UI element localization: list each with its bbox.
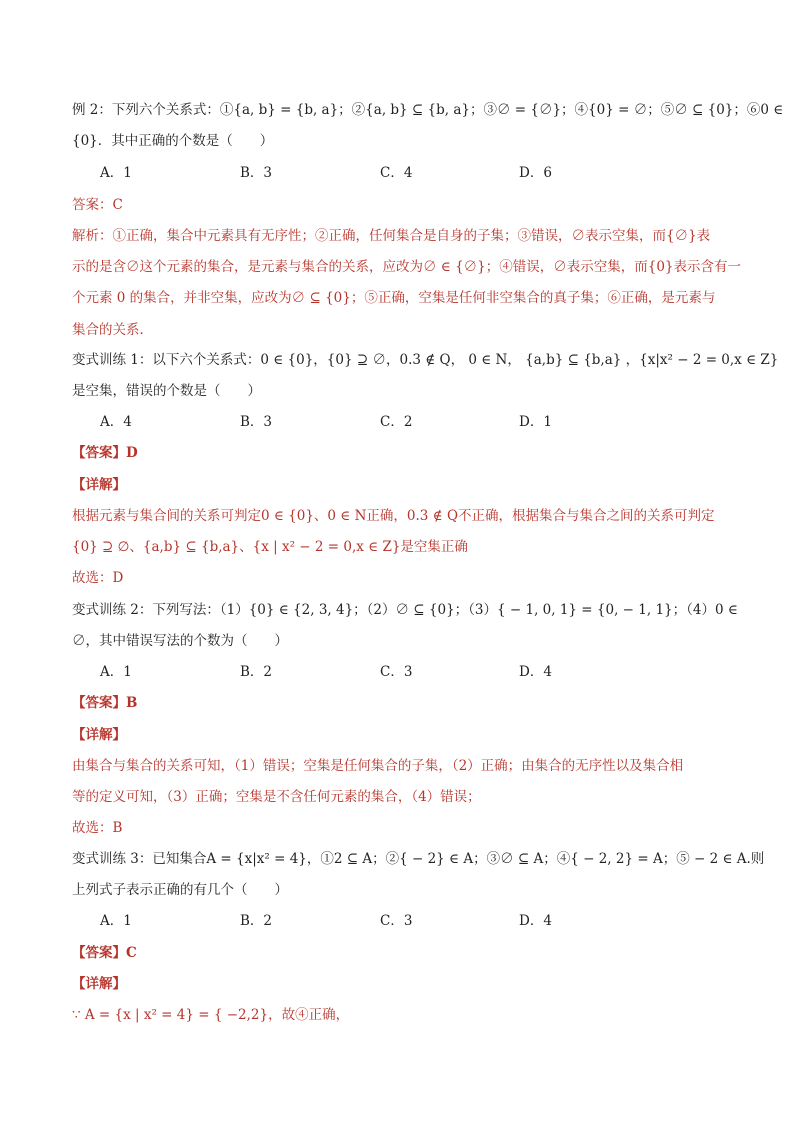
t2-detail-heading: 【详解】 bbox=[72, 727, 126, 743]
t2-detail-line-2: 等的定义可知，（3）正确；空集是不含任何元素的集合，（4）错误； bbox=[72, 789, 481, 805]
t1-option-b: B．3 bbox=[240, 414, 273, 430]
ex2-question-line-1: 例 2：下列六个关系式：①{a, b} = {b, a}；②{a, b} ⊆ {b, a}；③∅ = {∅}；④{0} = ∅；⑤∅ ⊆ {0}；⑥0 ∈ bbox=[72, 102, 784, 118]
ex2-option-c: C．4 bbox=[380, 165, 413, 181]
t1-option-a: A．4 bbox=[100, 414, 132, 430]
t2-choice: 故选：B bbox=[72, 820, 123, 836]
t2-option-b: B．2 bbox=[240, 664, 273, 680]
t3-detail-line-1: ∵ A = {x | x² = 4} = { −2,2}，故④正确， bbox=[72, 1007, 350, 1023]
ex2-explanation-line-3: 个元素 0 的集合，并非空集，应改为∅ ⊆ {0}；⑤正确，空集是任何非空集合的真子集；⑥正确，是元素与 bbox=[72, 290, 716, 306]
t2-option-c: C．3 bbox=[380, 664, 413, 680]
t3-option-b: B．2 bbox=[240, 913, 273, 929]
ex2-answer: 答案：C bbox=[72, 197, 123, 213]
t3-question-line-1: 变式训练 3：已知集合A = {x|x² = 4}，①2 ⊆ A；②{ − 2} ∈ A；③∅ ⊆ A；④{ − 2, 2} = A；⑤ − 2 ∈ A.则 bbox=[72, 851, 765, 867]
t2-question-line-1: 变式训练 2：下列写法：（1）{0} ∈ {2, 3, 4}；（2）∅ ⊆ {0}；（3）{ − 1, 0, 1} = {0, − 1, 1}；（4）0 ∈ bbox=[72, 602, 738, 618]
t2-answer: 【答案】B bbox=[72, 695, 138, 711]
t1-choice: 故选：D bbox=[72, 570, 124, 586]
t3-detail-heading: 【详解】 bbox=[72, 976, 126, 992]
t1-detail-heading: 【详解】 bbox=[72, 477, 126, 493]
t1-detail-line-1: 根据元素与集合间的关系可判定0 ∈ {0}、0 ∈ N正确，0.3 ∉ Q不正确，根据集合与集合之间的关系可判定 bbox=[72, 508, 715, 524]
t2-question-line-2: ∅，其中错误写法的个数为（ ） bbox=[72, 633, 288, 649]
ex2-option-a: A．1 bbox=[100, 165, 132, 181]
t3-option-c: C．3 bbox=[380, 913, 413, 929]
t2-detail-line-1: 由集合与集合的关系可知，（1）错误；空集是任何集合的子集，（2）正确；由集合的无序性以及集合相 bbox=[72, 758, 684, 774]
ex2-explanation-line-4: 集合的关系． bbox=[72, 322, 153, 338]
t3-question-line-2: 上列式子表示正确的有几个（ ） bbox=[72, 882, 288, 898]
t3-answer: 【答案】C bbox=[72, 945, 137, 961]
t3-option-a: A．1 bbox=[100, 913, 132, 929]
ex2-option-b: B．3 bbox=[240, 165, 273, 181]
ex2-option-d: D．6 bbox=[519, 165, 552, 181]
t1-question-line-1: 变式训练 1：以下六个关系式：0 ∈ {0}，{0} ⊇ ∅，0.3 ∉ Q， 0 ∈ N， {a,b} ⊆ {b,a} ，{x|x² − 2 = 0,x ∈ Z} bbox=[72, 352, 779, 368]
ex2-question-line-2: {0}．其中正确的个数是（ ） bbox=[72, 133, 274, 149]
t1-detail-line-2: {0} ⊇ ∅、{a,b} ⊆ {b,a}、{x | x² − 2 = 0,x ∈ Z}是空集正确 bbox=[72, 539, 468, 555]
t1-option-d: D．1 bbox=[519, 414, 552, 430]
t2-option-d: D．4 bbox=[519, 664, 552, 680]
t1-option-c: C．2 bbox=[380, 414, 413, 430]
ex2-explanation-line-1: 解析：①正确，集合中元素具有无序性；②正确，任何集合是自身的子集；③错误，∅表示空集，而{∅}表 bbox=[72, 228, 711, 244]
t2-option-a: A．1 bbox=[100, 664, 132, 680]
t1-answer: 【答案】D bbox=[72, 445, 138, 461]
t1-question-line-2: 是空集，错误的个数是（ ） bbox=[72, 383, 261, 399]
t3-option-d: D．4 bbox=[519, 913, 552, 929]
ex2-explanation-line-2: 示的是含∅这个元素的集合，是元素与集合的关系，应改为∅ ∈ {∅}；④错误，∅表示空集，而{0}表示含有一 bbox=[72, 259, 742, 275]
